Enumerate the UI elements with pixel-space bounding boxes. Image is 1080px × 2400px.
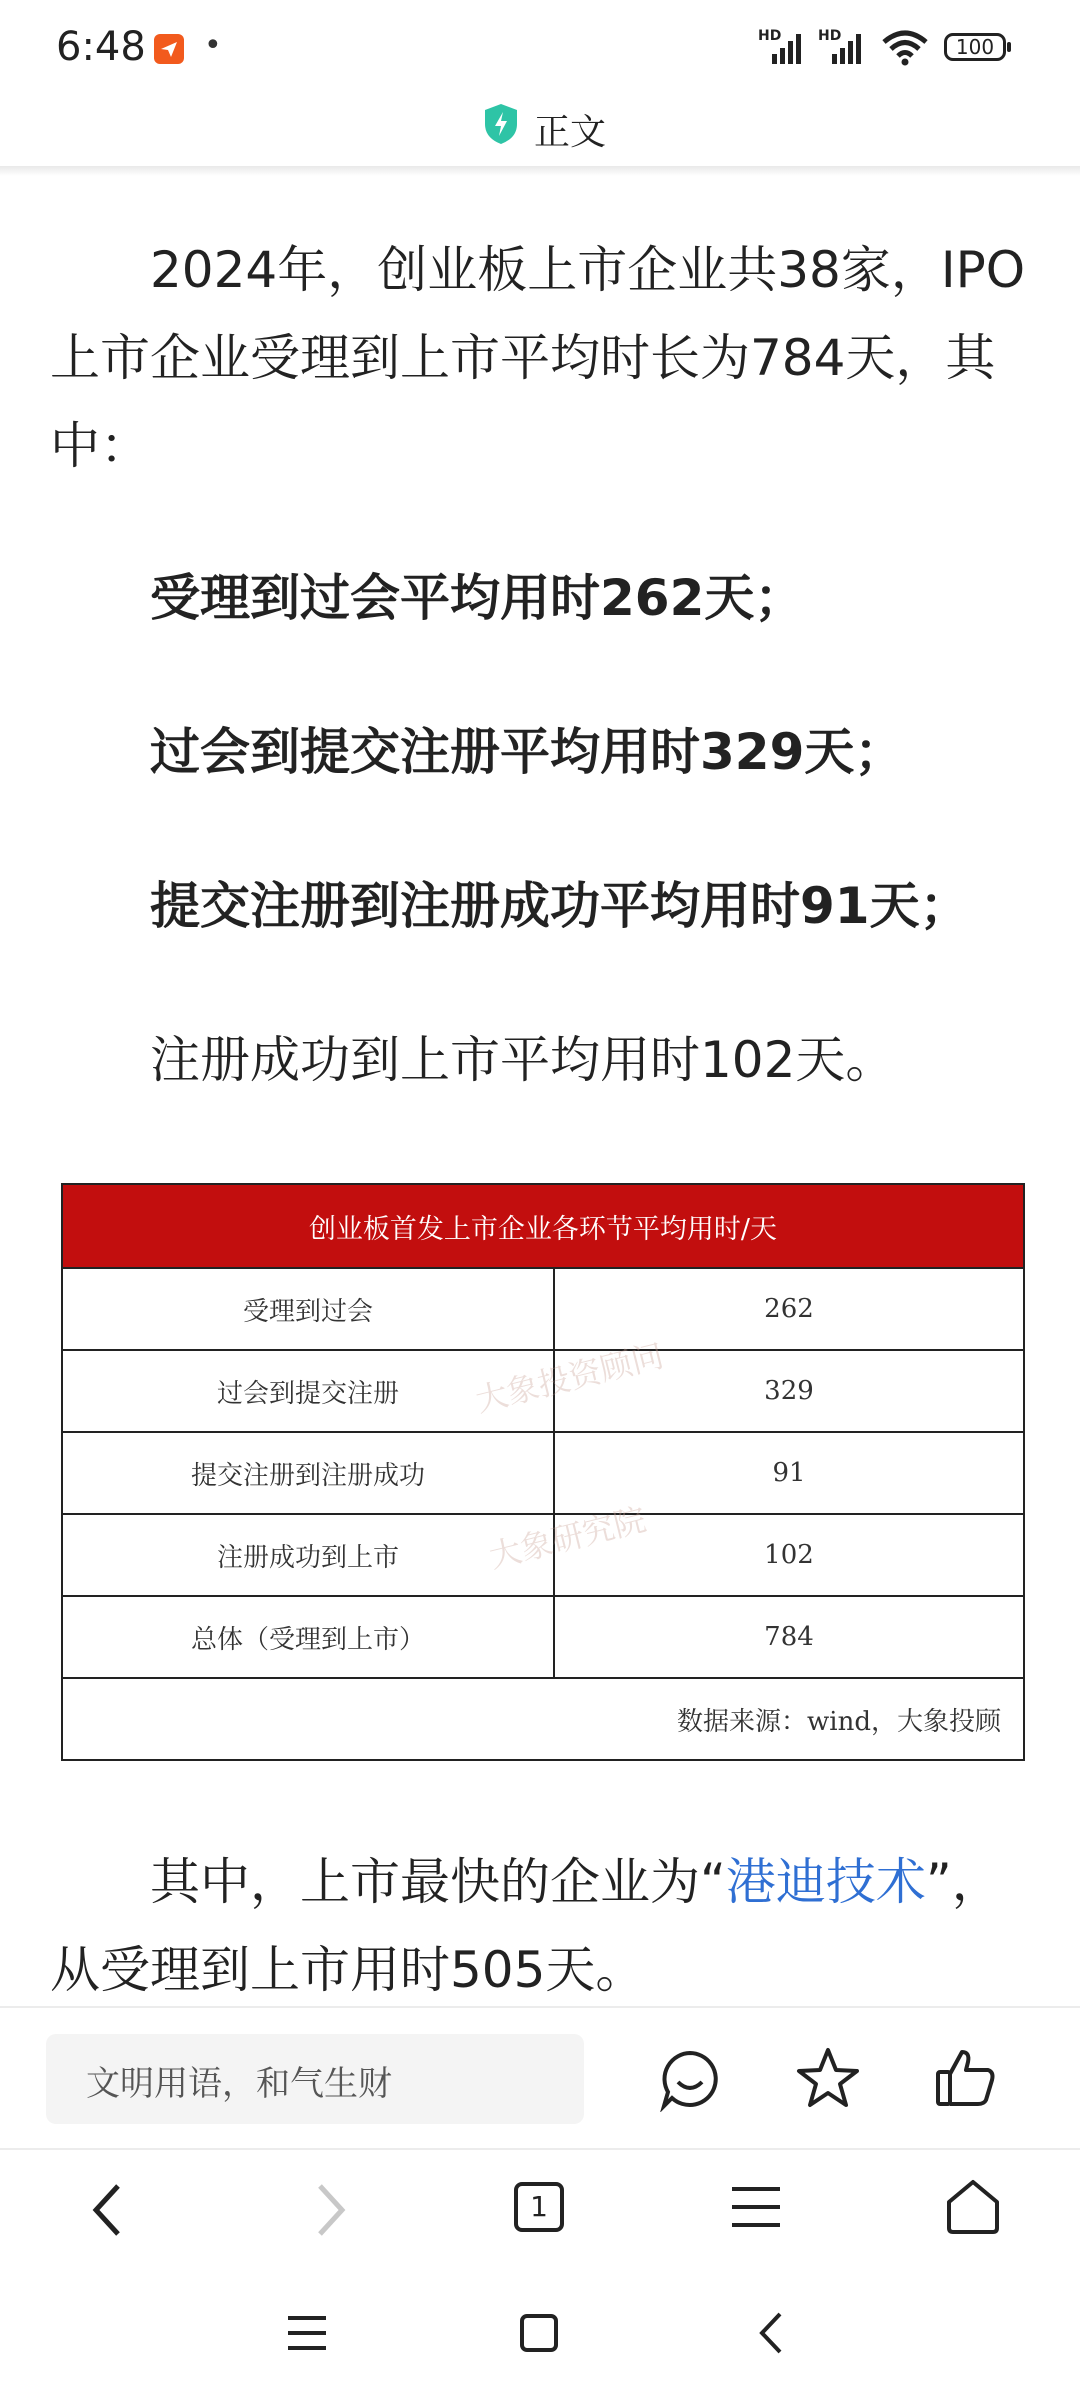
table-row (62, 1268, 1024, 1350)
table-source: 数据来源：wind，大象投顾 (62, 1678, 1024, 1760)
company-link[interactable]: 港迪技术 (725, 1853, 926, 1911)
fastest-text-after: ”，从受理到上市用时505天。 (50, 1853, 1002, 1999)
watermark-2: 大象研究院 (485, 1500, 650, 1576)
table-cell-days: 91 (554, 1432, 1024, 1514)
bold-line-2: 过会到提交注册平均用时329天； (150, 723, 905, 781)
back-arrow-icon[interactable] (88, 2180, 128, 2240)
title-divider (0, 166, 1080, 176)
table-cell-stage: 注册成功到上市 (62, 1514, 554, 1596)
paragraph-listing: 注册成功到上市平均用时102天。 (150, 1031, 896, 1089)
table-cell-stage: 总体（受理到上市） (62, 1596, 554, 1678)
page-title: 正文 (534, 112, 607, 153)
thumbs-up-icon[interactable] (934, 2046, 998, 2110)
table-header: 创业板首发上市企业各环节平均用时/天 (62, 1184, 1024, 1268)
table-cell-days: 784 (554, 1596, 1024, 1678)
star-icon[interactable] (796, 2046, 860, 2110)
table-row (62, 1596, 1024, 1678)
shield-icon (482, 102, 520, 146)
battery-icon: 100 (944, 33, 1006, 61)
bold-line-1: 受理到过会平均用时262天； (150, 569, 805, 627)
system-home-icon[interactable] (520, 2314, 558, 2352)
comment-placeholder: 文明用语，和气生财 (86, 2064, 392, 2104)
home-icon[interactable] (944, 2178, 1002, 2236)
signal-2-icon (818, 30, 868, 70)
notification-app-icon (154, 34, 184, 64)
table-cell-days: 102 (554, 1514, 1024, 1596)
table-row (62, 1432, 1024, 1514)
bold-line-3: 提交注册到注册成功平均用时91天； (150, 877, 970, 935)
system-menu-icon[interactable] (286, 2313, 328, 2353)
table-cell-days: 262 (554, 1268, 1024, 1350)
hd-label-1: HD (758, 28, 782, 44)
status-dot: • (204, 28, 222, 63)
signal-1-icon (758, 30, 808, 70)
status-bar (0, 0, 1080, 100)
menu-icon[interactable] (730, 2184, 782, 2230)
paragraph-intro: 2024年，创业板上市企业共38家，IPO上市企业受理到上市平均时长为784天，其中： (50, 241, 1026, 475)
table-cell-stage: 提交注册到注册成功 (62, 1432, 554, 1514)
browser-nav-divider (0, 2148, 1080, 2150)
tabs-button[interactable]: 1 (514, 2182, 564, 2232)
watermark-1: 大象投资顾问 (471, 1336, 668, 1420)
table-cell-stage: 过会到提交注册 (62, 1350, 554, 1432)
paragraph-fastest (50, 1838, 1040, 2014)
comment-input[interactable] (46, 2034, 584, 2124)
comment-icon[interactable] (658, 2048, 722, 2112)
wifi-icon (880, 28, 930, 68)
system-back-icon[interactable] (756, 2310, 786, 2356)
hd-label-2: HD (818, 28, 842, 44)
table-cell-stage: 受理到过会 (62, 1268, 554, 1350)
title-bar (0, 100, 1080, 166)
forward-arrow-icon[interactable] (310, 2180, 350, 2240)
data-table (61, 1183, 1025, 1761)
status-time: 6:48 (56, 24, 146, 70)
fastest-text-before: 其中，上市最快的企业为“ (150, 1853, 726, 1911)
table-cell-days: 329 (554, 1350, 1024, 1432)
